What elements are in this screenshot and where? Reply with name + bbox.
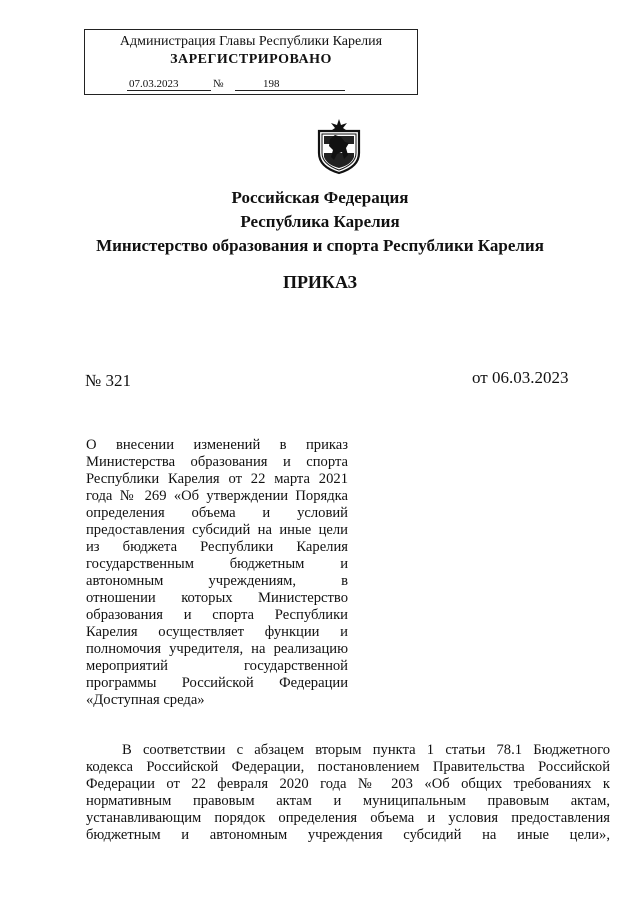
subject-line: из бюджета Республики Карелия (86, 539, 348, 555)
subject-line: Министерства образования и спорта (86, 454, 348, 470)
header-country: Российская Федерация (231, 188, 409, 207)
stamp-registered: ЗАРЕГИСТРИРОВАНО (170, 52, 332, 67)
header-republic: Республика Карелия (240, 212, 400, 231)
body-line: Федерации от 22 февраля 2020 года № 203 «Об общих требованиях к (86, 776, 610, 792)
stamp-number-sign: № (213, 78, 224, 90)
document-type: ПРИКАЗ (282, 272, 358, 292)
order-number: № 321 (85, 371, 131, 390)
header-ministry: Министерство образования и спорта Республики Карелия (96, 236, 544, 255)
subject-line: определения объема и условий (86, 505, 348, 521)
stamp-number: 198 (235, 78, 345, 91)
subject-line: Республики Карелия от 22 марта 2021 (86, 471, 348, 487)
stamp-date: 07.03.2023 (127, 78, 211, 91)
subject-line: О внесении изменений в приказ (86, 437, 348, 453)
subject-line: года № 269 «Об утверждении Порядка (86, 488, 348, 504)
subject-line: предоставления субсидий на иные цели (86, 522, 348, 538)
body-line: кодекса Российской Федерации, постановлением Правительства Российской (86, 759, 610, 775)
order-date: от 06.03.2023 (472, 368, 569, 387)
subject-line: отношении которых Министерство (86, 590, 348, 606)
subject-line: мероприятий государственной (86, 658, 348, 674)
order-subject (86, 437, 348, 709)
stamp-organization: Администрация Главы Республики Карелия (119, 34, 383, 49)
subject-line: программы Российской Федерации (86, 675, 348, 691)
subject-line: полномочия учредителя, на реализацию (86, 641, 348, 657)
body-line: бюджетным и автономным учреждения субсидий на иные цели», (86, 827, 610, 843)
subject-line: образования и спорта Республики (86, 607, 348, 623)
karelia-coat-of-arms-icon (315, 117, 363, 175)
registration-stamp (84, 29, 418, 95)
subject-line: государственным бюджетным и (86, 556, 348, 572)
body-line: нормативным правовым актам и муниципальным правовым актам, (86, 793, 610, 809)
body-line: устанавливающим порядок определения объема и условия предоставления (86, 810, 610, 826)
subject-line: «Доступная среда» (86, 692, 205, 708)
subject-line: автономным учреждениям, в (86, 573, 348, 589)
order-body (86, 742, 610, 844)
subject-line: Карелия осуществляет функции и (86, 624, 348, 640)
body-line: В соответствии с абзацем вторым пункта 1 статьи 78.1 Бюджетного (122, 742, 610, 758)
